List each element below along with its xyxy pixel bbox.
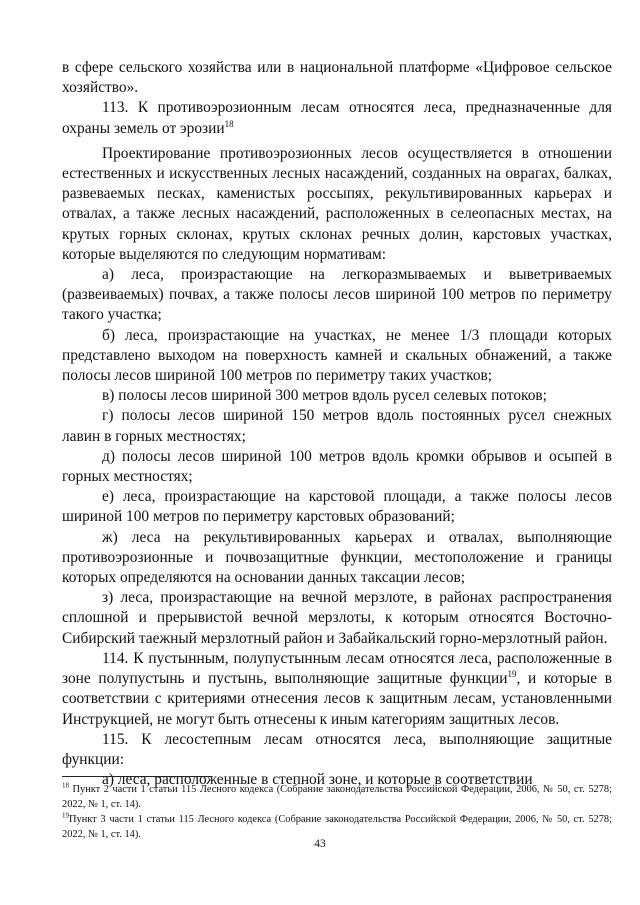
- footnote-ref-18: 18: [224, 118, 234, 129]
- footnote-number: 18: [62, 781, 69, 790]
- paragraph-115: 115. К лесостепным лесам относятся леса, выполняющие защитные функции:: [62, 730, 612, 768]
- paragraph-continuation: в сфере сельского хозяйства или в национальной платформе «Цифровое сельское хозяйство».: [62, 59, 612, 97]
- paragraph-114: 114. К пустынным, полупустынным лесам относятся леса, расположенные в зоне полупустынь и пустынь, выполняющие защитные функции$^{19}$, и которые в соответствии с критериями отнесения лесов к защитным лесам, установленными Инструкцией, не могут быть отнесены к иным категориям защитных лесов.: [62, 649, 612, 728]
- footnote-18: $^{18}$ Пункт 2 части 1 статьи 115 Лесного кодекса (Собрание законодательства Российской Федерации, 2006, № 50, ст. 5278; 2022, № 1, ст. 14).: [62, 781, 612, 810]
- page-number: 43: [314, 838, 326, 850]
- paragraph-113: 113. К противоэрозионным лесам относятся леса, предназначенные для охраны земель от эрозии$^{18}$: [62, 99, 612, 137]
- list-item-zh: ж) леса на рекультивированных карьерах и отвалах, выполняющие противоэрозионные и почвозащитные функции, местоположение и границы которых определяются на основании данных таксации лесов;: [62, 528, 612, 587]
- list-item-e: е) леса, произрастающие на карстовой площади, а также полосы лесов шириной 100 метров по периметру карстовых образований;: [62, 488, 612, 526]
- list-item-d: д) полосы лесов шириной 100 метров вдоль кромки обрывов и осыпей в горных местностях;: [62, 447, 612, 486]
- footnotes: [62, 782, 612, 842]
- list-item-v: в) полосы лесов шириной 300 метров вдоль русел селевых потоков;: [102, 387, 547, 405]
- footnote-ref-19: 19: [507, 668, 517, 679]
- list-item-g: г) полосы лесов шириной 150 метров вдоль постоянных русел снежных лавин в горных местностях;: [62, 407, 612, 445]
- footnote-19: $^{19}$Пункт 3 части 1 статьи 115 Лесного кодекса (Собрание законодательства Российской Федерации, 2006, № 50, ст. 5278; 2022, № 1, ст. 14).: [62, 811, 612, 840]
- document-body: [62, 58, 612, 790]
- footnote-separator: [62, 776, 212, 777]
- list-item-115-a: а) леса, расположенные в степной зоне, и которые в соответствии: [102, 771, 533, 789]
- footnote-number: 19: [62, 811, 69, 820]
- list-item-b: б) леса, произрастающие на участках, не менее 1/3 площади которых представлено выходом на поверхность камней и скальных обнажений, а также полосы лесов шириной 100 метров по периметру таких участков;: [62, 326, 612, 385]
- list-item-a: а) леса, произрастающие на легкоразмываемых и выветриваемых (развеиваемых) почвах, а также полосы лесов шириной 100 метров по периметру такого участка;: [62, 266, 612, 324]
- paragraph-design-intro: Проектирование противоэрозионных лесов осуществляется в отношении естественных и искусственных лесных насаждений, созданных на оврагах, балках, развеваемых песках, каменистых россыпях, рекультивированных карьерах и отвалах, а также лесных насаждений, расположенных в селеопасных местах, на крутых горных склонах, крутых склонах речных долин, карстовых участках, которые выделяются по следующим нормативам:: [62, 144, 612, 263]
- list-item-z: з) леса, произрастающие на вечной мерзлоте, в районах распространения сплошной и прерывистой вечной мерзлоты, к которым относятся Восточно-Сибирский таежный мерзлотный район и Забайкальский горно-мерзлотный район.: [62, 589, 612, 647]
